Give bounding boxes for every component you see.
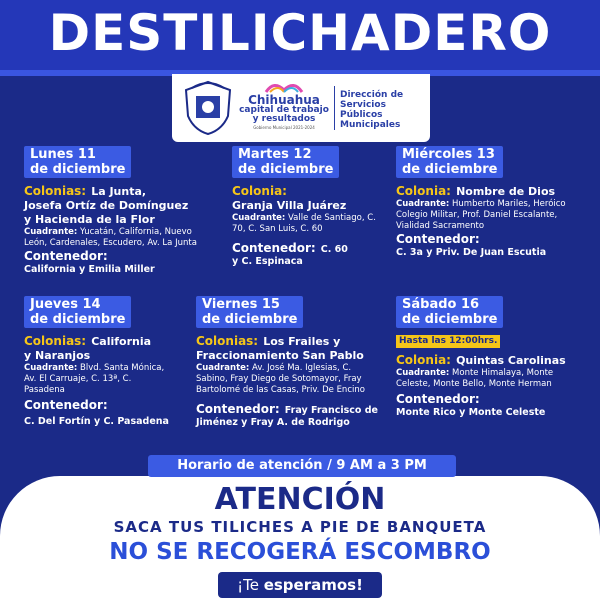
colonia-value: La Junta, <box>91 185 147 198</box>
contenedor-label: Contenedor: <box>232 241 316 255</box>
colonia-label: Colonias: <box>24 334 87 348</box>
day-tag <box>396 296 503 328</box>
municipal-seal-icon <box>182 80 234 136</box>
cuadrante-value: Monte Himalaya, Monte Celeste, Monte Bello, Monte Herman <box>396 368 554 389</box>
contenedor-value: C. 60 <box>320 244 348 255</box>
day-name: Sábado 16 <box>402 297 480 312</box>
day-tag <box>24 146 131 178</box>
cuadrante-value: Av. José Ma. Iglesias, C. Sabino, Fray Diego de Sotomayor, Fray Bartolomé de las Casas, Priv. De Encino <box>196 363 365 395</box>
colonia-label: Colonias: <box>196 334 259 348</box>
day-block-monday <box>24 146 214 276</box>
day-tag <box>196 296 303 328</box>
notice-line-2: NO SE RECOGERÁ ESCOMBRO <box>109 539 491 565</box>
colonia-label: Colonias: <box>24 184 87 198</box>
day-block-friday <box>196 296 392 429</box>
contenedor-value: Fray Francisco de <box>284 405 378 416</box>
department-line-1: Dirección de <box>340 90 404 100</box>
city-name: Chihuahua <box>248 93 320 107</box>
contenedor-label: Contenedor: <box>24 249 108 263</box>
contenedor-value: Monte Rico y Monte Celeste <box>396 407 546 418</box>
notice-line-1: SACA TUS TILICHES A PIE DE BANQUETA <box>113 518 487 536</box>
closing-badge <box>218 572 382 598</box>
city-logo <box>238 80 330 130</box>
day-month: de diciembre <box>30 312 126 327</box>
colonia-value: y Hacienda de la Flor <box>24 213 155 226</box>
colonia-value: Los Frailes y <box>263 335 341 348</box>
department-line-3: Municipales <box>340 120 401 130</box>
day-name: Miércoles 13 <box>402 147 495 162</box>
cuadrante-label: Cuadrante: <box>24 363 78 373</box>
cuadrante-text <box>396 199 580 232</box>
city-mark-icon <box>264 80 304 94</box>
colonia-label: Colonia: <box>232 184 287 198</box>
contenedor-label: Contenedor: <box>24 398 108 412</box>
department-line-2: Servicios Públicos <box>340 100 386 120</box>
colonia-value: California <box>91 335 152 348</box>
cuadrante-text <box>24 227 209 249</box>
cuadrante-value: Blvd. Santa Mónica, Av. El Carruaje, C. 13ª, C. Pasadena <box>24 363 165 395</box>
colonia-label: Colonia: <box>396 353 451 367</box>
cuadrante-text <box>396 368 556 390</box>
contenedor-label: Contenedor: <box>396 392 480 406</box>
day-name: Jueves 14 <box>30 297 101 312</box>
day-name: Martes 12 <box>238 147 312 162</box>
cuadrante-label: Cuadrante: <box>396 199 450 209</box>
cuadrante-label: Cuadrante: <box>232 213 286 223</box>
colonia-value: y Naranjos <box>24 349 91 362</box>
cuadrante-label: Cuadrante: <box>396 368 450 378</box>
contenedor-label: Contenedor: <box>396 232 480 246</box>
day-tag <box>396 146 503 178</box>
cuadrante-value: Humberto Mariles, Heróico Colegio Militar, Prof. Daniel Escalante, Vialidad Sacramento <box>396 199 566 231</box>
cuadrante-label: Cuadrante: <box>24 227 78 237</box>
page-title: DESTILICHADERO <box>48 4 552 62</box>
cuadrante-text <box>196 363 374 396</box>
day-block-thursday <box>24 296 214 428</box>
contenedor-value: California y Emilia Miller <box>24 264 155 275</box>
cuadrante-value: Valle de Santiago, C. 70, C. San Luis, C. 60 <box>232 213 376 234</box>
day-month: de diciembre <box>202 312 298 327</box>
colonia-label: Colonia: <box>396 184 451 198</box>
day-name: Lunes 11 <box>30 147 96 162</box>
notice-heading: ATENCIÓN <box>214 482 386 517</box>
day-tag <box>24 296 131 328</box>
contenedor-value: y C. Espinaca <box>232 256 303 267</box>
colonia-value: Josefa Ortíz de Domínguez <box>24 199 189 212</box>
colonia-value: Nombre de Dios <box>456 185 556 198</box>
closing-bold: esperamos! <box>263 576 363 594</box>
contenedor-value: C. Del Fortín y C. Pasadena <box>24 416 169 427</box>
department-name <box>340 90 428 130</box>
schedule-banner: Horario de atención / 9 AM a 3 PM <box>148 455 456 477</box>
cuadrante-label: Cuadrante: <box>196 363 250 373</box>
logo-card <box>172 74 430 142</box>
time-limit-badge: Hasta las 12:00hrs. <box>396 335 500 348</box>
logo-divider <box>334 86 335 130</box>
closing-prefix: ¡Te <box>237 576 264 594</box>
day-month: de diciembre <box>402 312 498 327</box>
contenedor-label: Contenedor: <box>196 402 280 416</box>
day-block-tuesday <box>232 146 422 268</box>
cuadrante-text <box>232 213 382 235</box>
cuadrante-text <box>24 363 174 396</box>
day-block-saturday <box>396 296 592 419</box>
colonia-value: Fraccionamiento San Pablo <box>196 349 364 362</box>
contenedor-value: C. 3a y Priv. De Juan Escutia <box>396 247 547 258</box>
city-tagline-1: capital de trabajo <box>239 105 329 115</box>
day-month: de diciembre <box>30 162 126 177</box>
colonia-value: Granja Villa Juárez <box>232 199 347 212</box>
day-month: de diciembre <box>402 162 498 177</box>
contenedor-value: Jiménez y Fray A. de Rodrigo <box>196 417 350 428</box>
day-block-wednesday <box>396 146 592 259</box>
colonia-value: Quintas Carolinas <box>456 354 566 367</box>
cuadrante-value: Yucatán, California, Nuevo León, Cardenales, Escudero, Av. La Junta <box>24 227 197 248</box>
day-tag <box>232 146 339 178</box>
day-month: de diciembre <box>238 162 334 177</box>
city-fine-print: Gobierno Municipal 2021-2024 <box>253 125 315 130</box>
city-tagline-2: y resultados <box>252 114 316 124</box>
day-name: Viernes 15 <box>202 297 280 312</box>
